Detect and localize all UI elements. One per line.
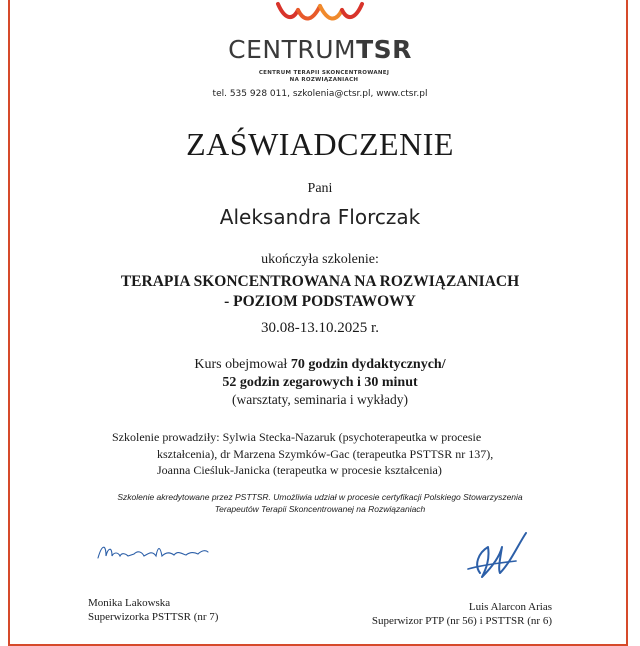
brand-subtitle-line1: CENTRUM TERAPII SKONCENTROWANEJ	[258, 70, 390, 76]
trainers-line2: kształcenia), dr Marzena Szymków-Gac (terapeutka PSTTSR nr 137),	[157, 446, 494, 461]
hours-clock: 52 godzin zegarowych i 30 minut	[222, 375, 418, 390]
course-title-line2: - POZIOM PODSTAWOWY	[224, 293, 416, 310]
signer-right	[372, 600, 552, 628]
brand-prefix: CENTRUM	[228, 35, 357, 64]
trainers-paragraph	[112, 429, 572, 479]
accreditation-note	[0, 491, 640, 515]
ctsr-logo-icon	[270, 0, 370, 26]
trainers-line3: Joanna Cieśluk-Janicka (terapeutka w procesie kształcenia)	[157, 463, 442, 477]
signer-right-name: Luis Alarcon Arias	[468, 601, 552, 613]
course-title-line1: TERAPIA SKONCENTROWANA NA ROZWIĄZANIACH	[120, 273, 520, 290]
course-dates: 30.08-13.10.2025 r.	[261, 320, 379, 336]
course-hours	[0, 356, 640, 392]
salutation: Pani	[307, 181, 333, 196]
signer-left-name: Monika Lakowska	[88, 597, 171, 609]
brand-subtitle-line2: NA ROZWIĄZANIACH	[289, 77, 359, 83]
brand-name	[0, 35, 640, 64]
completed-label: ukończyła szkolenie:	[261, 252, 379, 267]
certificate-title: ZAŚWIADCZENIE	[186, 126, 454, 162]
contact-info: tel. 535 928 011, szkolenia@ctsr.pl, www.ctsr.pl	[212, 89, 428, 99]
signer-left	[88, 596, 218, 624]
trainers-line1: Szkolenie prowadziły: Sylwia Stecka-Nazaruk (psychoterapeutka w procesie	[112, 430, 482, 444]
hours-prefix: Kurs obejmował	[194, 357, 291, 372]
signature-left-icon	[94, 538, 214, 568]
course-formats: (warsztaty, seminaria i wykłady)	[231, 392, 409, 407]
signer-right-role: Superwizor PTP (nr 56) i PSTTSR (nr 6)	[371, 615, 552, 627]
accreditation-line2: Terapeutów Terapii Skoncentrowanej na Rozwiązaniach	[214, 504, 426, 514]
accreditation-line1: Szkolenie akredytowane przez PSTTSR. Umożliwia udział w procesie certyfikacji Polskiego Stowarzyszenia	[117, 492, 523, 502]
brand-suffix: TSR	[356, 35, 412, 64]
signature-right-icon	[460, 525, 540, 585]
hours-didactic: 70 godzin dydaktycznych/	[290, 357, 446, 372]
course-title	[0, 272, 640, 312]
recipient-name: Aleksandra Florczak	[219, 205, 421, 229]
brand-subtitle	[244, 70, 404, 84]
signer-left-role: Superwizorka PSTTSR (nr 7)	[88, 611, 219, 623]
